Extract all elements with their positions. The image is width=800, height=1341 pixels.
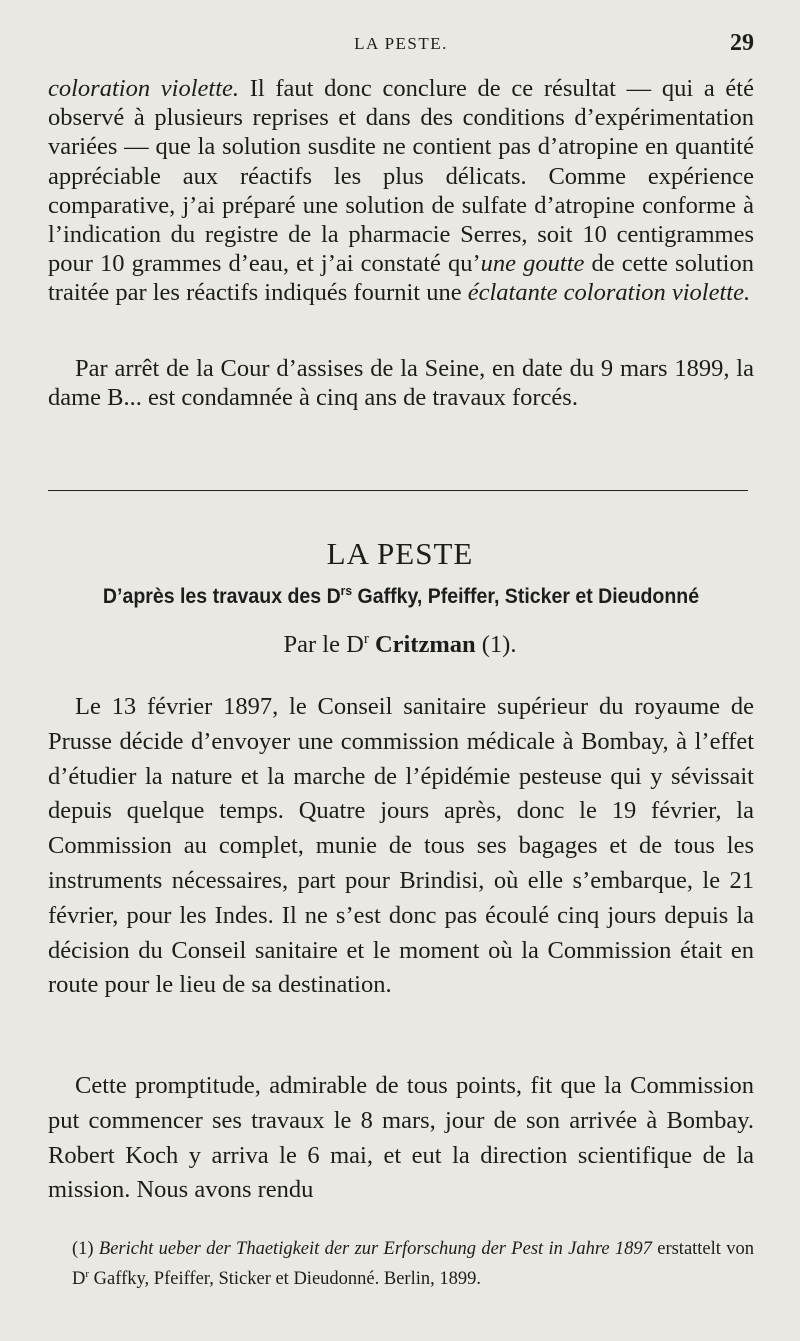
article-subtitle [73, 583, 730, 609]
footnote-text: erstattelt von D [72, 1239, 754, 1290]
italic-phrase: une goutte [480, 250, 585, 278]
author-name: Critzman [368, 631, 476, 659]
paragraph-text: de cette solution traitée par les réactifs indiqués fournit une [48, 250, 754, 307]
running-title: LA PESTE. [354, 34, 448, 53]
footnote [48, 1237, 754, 1292]
paragraph-text: Cette promptitude, admirable de tous points, fit que la Commission put commencer ses travaux le 8 mars, jour de son arrivée à Bombay. Robert Koch y arriva le 6 mai, et eut la direction scientifique de la mission. Nous avons rendu [48, 1072, 754, 1204]
continued-paragraph [48, 74, 754, 308]
footnote-body [48, 1237, 754, 1292]
section-divider [48, 490, 748, 491]
commission-paragraph [48, 690, 754, 1003]
running-head [48, 30, 754, 60]
footnote-superscript: r [85, 1268, 90, 1280]
paragraph-text: Par arrêt de la Cour d’assises de la Seine, en date du 9 mars 1899, la dame B... est condamnée à cinq ans de travaux forcés. [48, 355, 754, 412]
subtitle-superscript: rs [340, 583, 353, 598]
subtitle-text: Gaffky, Pfeiffer, Sticker et Dieudonné [352, 585, 700, 608]
footnote-text: Gaffky, Pfeiffer, Sticker et Dieudonné. Berlin, 1899. [89, 1269, 481, 1290]
byline [0, 631, 800, 659]
paragraph-text: Le 13 février 1897, le Conseil sanitaire supérieur du royaume de Prusse décide d’envoyer une commission médicale à Bombay, à l’effet d’étudier la nature et la marche de l’épidémie pesteuse qui y sévissait depuis quelque temps. Quatre jours après, donc le 19 février, la Commission au complet, munie de tous ses bagages et de tous les instruments nécessaires, part pour Brindisi, où elle s’embarque, le 21 février, pour les Indes. Il ne s’est donc pas écoulé cinq jours depuis la décision du Conseil sanitaire et le moment où la Commission était en route pour le lieu de sa destination. [48, 693, 754, 999]
italic-phrase: coloration violette. [48, 75, 240, 102]
paragraph-text: Il faut donc conclure de ce résultat — qui a été observé à plusieurs reprises et dans des conditions d’expérimentation variées — que la solution susdite ne contient pas d’atropine en quantité appréciable aux réactifs les plus délicats. Comme expérience comparative, j’ai préparé une solution de sulfate d’atropine conforme à l’indication du registre de la pharmacie Serres, soit 10 centigrammes pour 10 grammes d’eau, et j’ai constaté qu’ [48, 75, 754, 278]
footnote-marker: (1) [72, 1239, 94, 1259]
verdict-paragraph [48, 354, 754, 412]
article-title: LA PESTE [326, 536, 474, 571]
footnote-title: Bericht ueber der Thaetigkeit der zur Erforschung der Pest in Jahre 1897 [93, 1239, 652, 1259]
byline-superscript: r [363, 631, 369, 647]
italic-phrase: éclatante coloration violette. [467, 279, 751, 307]
byline-text: Par le D [283, 631, 364, 659]
promptitude-paragraph [48, 1069, 754, 1208]
page-number: 29 [730, 30, 754, 56]
subtitle-text: D’après les travaux des D [102, 585, 341, 608]
footnote-reference: (1). [475, 631, 517, 659]
